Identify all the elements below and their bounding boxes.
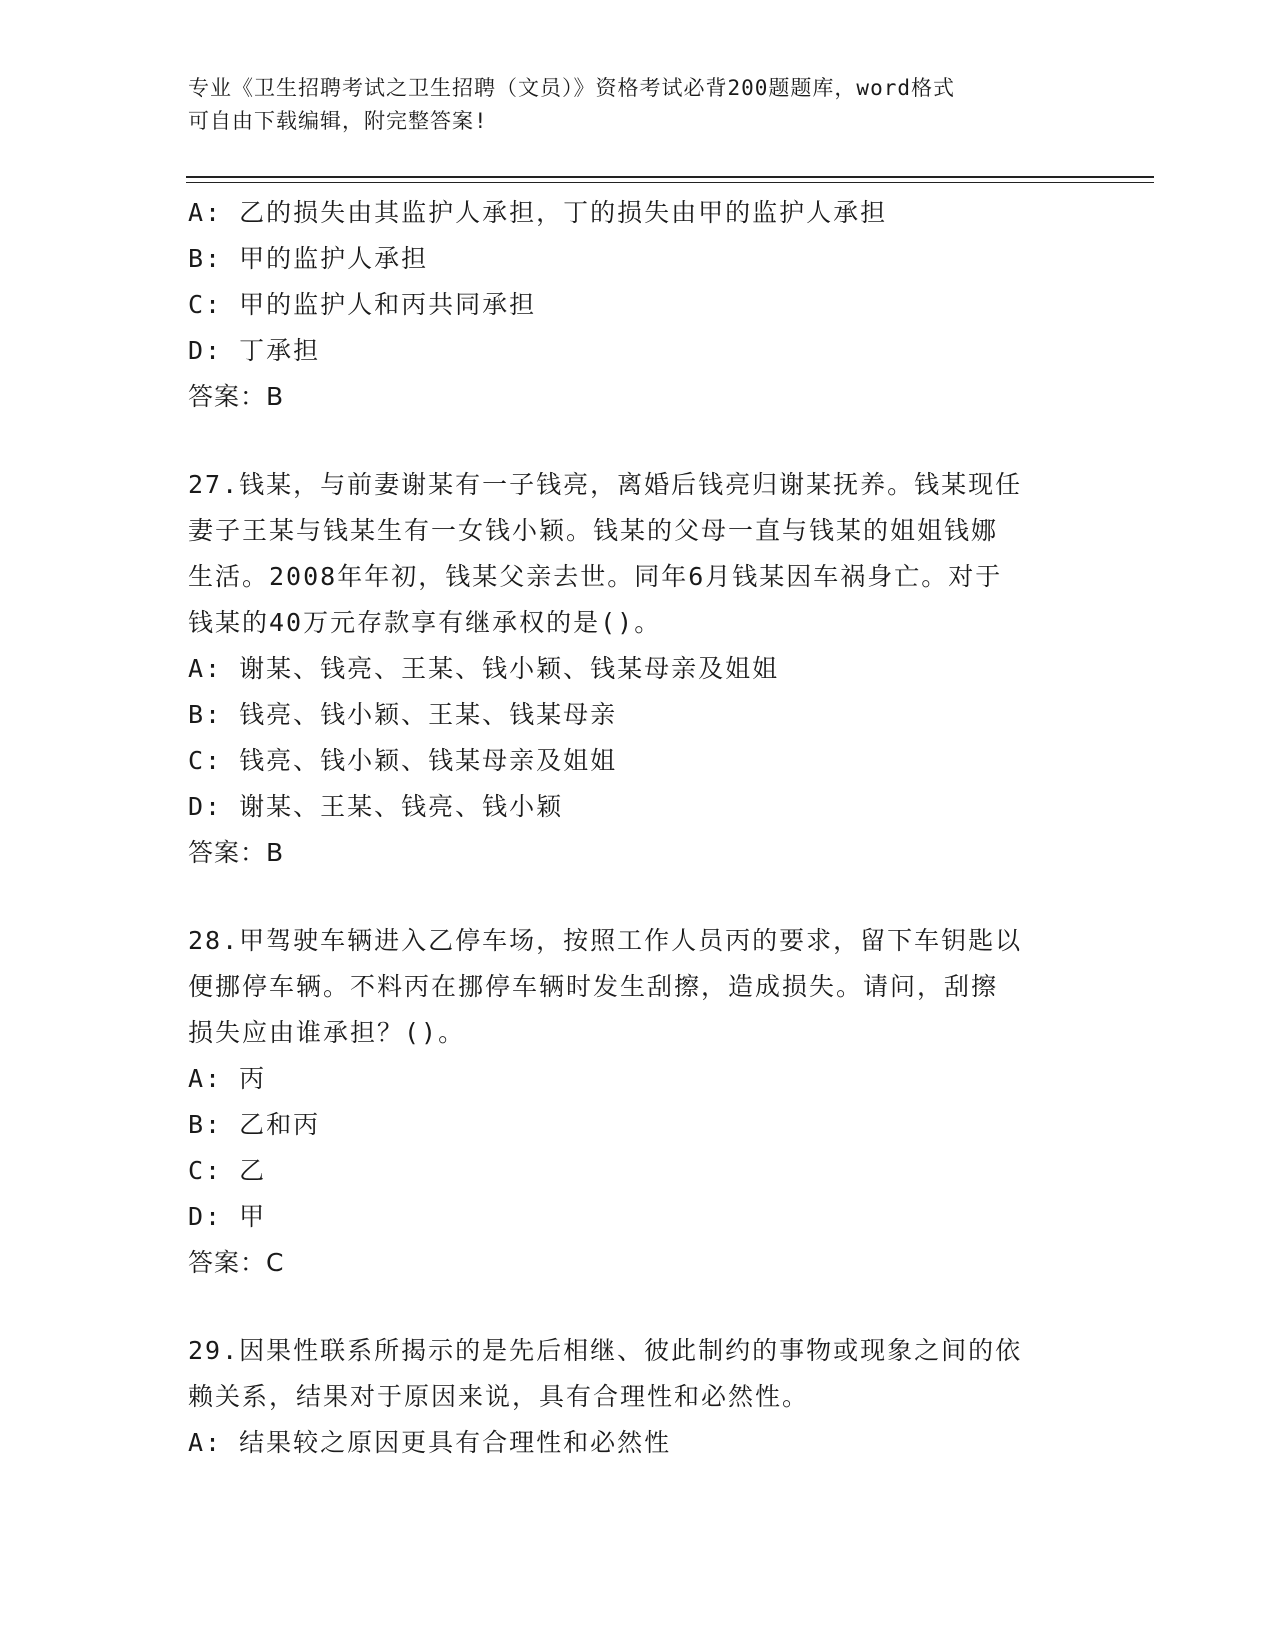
option-a: A: 谢某、钱亮、王某、钱小颖、钱某母亲及姐姐 (188, 654, 780, 683)
option-b: B: 甲的监护人承担 (188, 244, 429, 273)
question-text-line: 28.甲驾驶车辆进入乙停车场，按照工作人员丙的要求，留下车钥匙以 (188, 926, 1023, 955)
question-block-28 (188, 918, 1088, 1286)
option-c: C: 钱亮、钱小颖、钱某母亲及姐姐 (188, 746, 618, 775)
question-block-26 (188, 190, 1088, 420)
spacer (188, 1286, 1088, 1328)
option-c: C: 乙 (188, 1156, 267, 1185)
question-text-line: 便挪停车辆。不料丙在挪停车辆时发生刮擦，造成损失。请问，刮擦 (188, 972, 999, 1001)
option-b: B: 乙和丙 (188, 1110, 321, 1139)
option-a: A: 丙 (188, 1064, 267, 1093)
question-text-line: 29.因果性联系所揭示的是先后相继、彼此制约的事物或现象之间的依 (188, 1336, 1023, 1365)
question-text-line: 妻子王某与钱某生有一女钱小颖。钱某的父母一直与钱某的姐姐钱娜 (188, 516, 999, 545)
document-header (188, 72, 1068, 138)
question-block-27 (188, 462, 1088, 876)
question-text-line: 损失应由谁承担？()。 (188, 1018, 466, 1047)
question-block-29 (188, 1328, 1088, 1466)
option-d: D: 丁承担 (188, 336, 321, 365)
answer-line: 答案：B (188, 838, 285, 867)
option-a: A: 乙的损失由其监护人承担，丁的损失由甲的监护人承担 (188, 198, 888, 227)
question-text-line: 钱某的40万元存款享有继承权的是()。 (188, 608, 662, 637)
option-b: B: 钱亮、钱小颖、王某、钱某母亲 (188, 700, 618, 729)
spacer (188, 420, 1088, 462)
header-line-1: 专业《卫生招聘考试之卫生招聘（文员）》资格考试必背200题题库，word格式 (188, 76, 955, 100)
header-divider-thick (186, 176, 1154, 178)
spacer (188, 876, 1088, 918)
question-list (188, 190, 1088, 1466)
option-c: C: 甲的监护人和丙共同承担 (188, 290, 537, 319)
question-text-line: 赖关系，结果对于原因来说，具有合理性和必然性。 (188, 1382, 810, 1411)
answer-line: 答案：B (188, 382, 285, 411)
option-d: D: 甲 (188, 1202, 267, 1231)
answer-line: 答案：C (188, 1248, 285, 1277)
question-text-line: 生活。2008年年初，钱某父亲去世。同年6月钱某因车祸身亡。对于 (188, 562, 1003, 591)
question-text-line: 27.钱某，与前妻谢某有一子钱亮，离婚后钱亮归谢某抚养。钱某现任 (188, 470, 1023, 499)
option-d: D: 谢某、王某、钱亮、钱小颖 (188, 792, 564, 821)
option-a: A: 结果较之原因更具有合理性和必然性 (188, 1428, 672, 1457)
header-line-2: 可自由下载编辑，附完整答案! (188, 109, 488, 133)
header-divider-thin (186, 182, 1154, 183)
